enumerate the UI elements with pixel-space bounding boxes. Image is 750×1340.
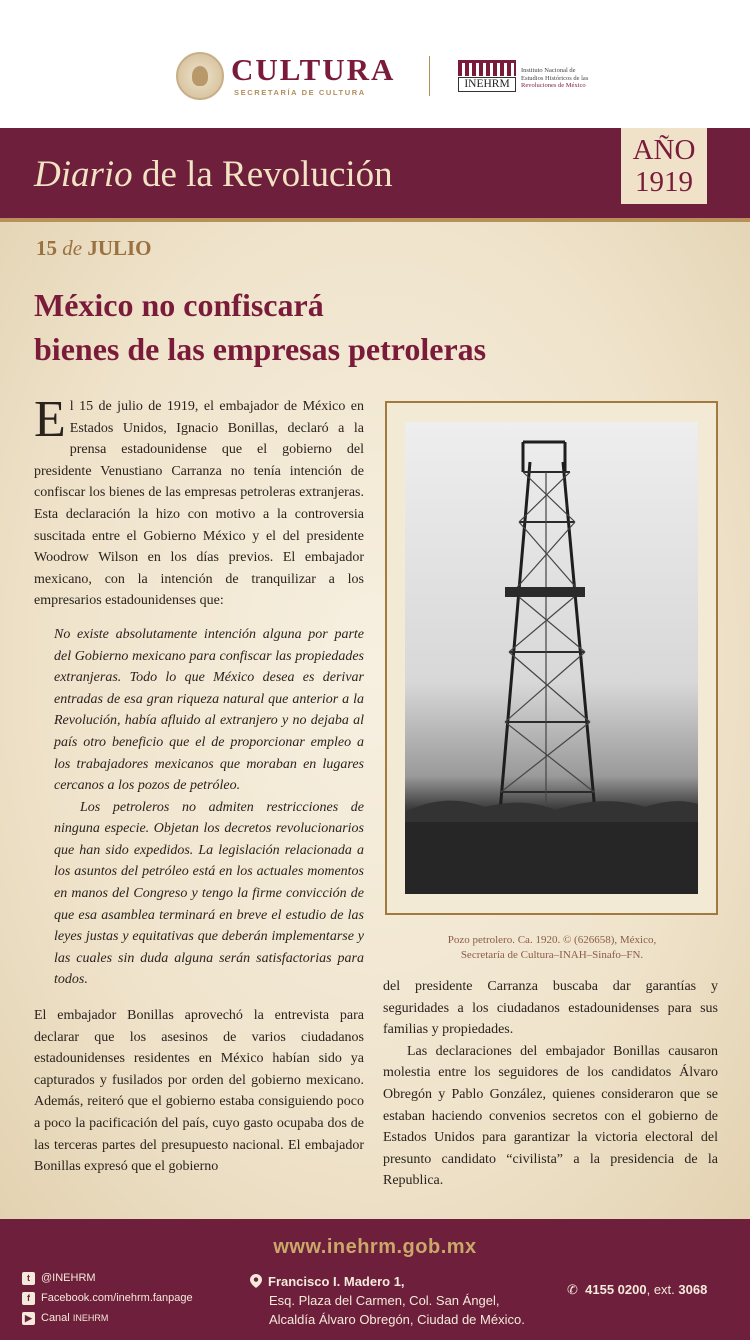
headline-line-1: México no confiscará — [34, 287, 324, 323]
youtube-channel: INEHRM — [72, 1313, 109, 1323]
cultura-logo-text: CULTURA — [231, 52, 396, 87]
drop-cap: E — [34, 391, 66, 448]
inehrm-full-name — [521, 67, 588, 90]
mexico-seal-icon — [176, 52, 224, 100]
phone-icon: ✆ — [567, 1282, 578, 1297]
phone-main: 4155 0200 — [585, 1282, 647, 1297]
twitter-icon: t — [22, 1272, 35, 1285]
address-line-3: Alcaldía Álvaro Obregón, Ciudad de México. — [269, 1312, 525, 1327]
oil-derrick-illustration — [405, 422, 698, 894]
date-month: JULIO — [87, 236, 152, 260]
caption-line-1: Pozo petrolero. Ca. 1920. © (626658), México, — [447, 934, 657, 946]
article-date — [36, 236, 152, 261]
year-label: AÑO — [632, 134, 696, 166]
twitter-handle: @INEHRM — [41, 1272, 96, 1284]
date-de: de — [62, 236, 83, 260]
address-line-2: Esq. Plaza del Carmen, Col. San Ángel, — [269, 1293, 500, 1308]
paragraph-2: El embajador Bonillas aprovechó la entrevista para declarar que los asesinos de varios ciudadanos estadounidenses residentes en México habían sido ya capturados y fusilados por orden del gobierno mexicano. Además, reiteró que el gobierno estaba consiguiendo poco a poco la pacificación del país, cuyo gasto ocupaba dos de las terceras partes del presupuesto nacional. El embajador Bonillas expresó que el gobierno — [34, 1008, 364, 1175]
paragraph-4: Las declaraciones del embajador Bonillas causaron molestia entre los seguidores de los candidatos Álvaro Obregón y Pablo González, quienes consideraron que se estaban haciendo convenios secretos con el gobierno de Estados Unidos para garantizar la victoria electoral del presunto candidato “civilista” a la presidencia de la Republica. — [383, 1043, 718, 1189]
social-links — [22, 1268, 193, 1328]
publication-title-italic: Diario — [34, 154, 133, 195]
headline-line-2: bienes de las empresas petroleras — [34, 331, 487, 367]
cultura-subtitle: SECRETARÍA DE CULTURA — [234, 88, 366, 97]
inehrm-logo — [458, 60, 516, 92]
phone-number[interactable] — [567, 1282, 707, 1298]
phone-ext-label: , ext. — [646, 1282, 675, 1297]
caption-line-2: Secretaría de Cultura–INAH–Sinafo–FN. — [460, 949, 644, 961]
date-day: 15 — [36, 236, 57, 260]
year-box — [621, 128, 707, 204]
paragraph-1-text: l 15 de julio de 1919, el embajador de México en Estados Unidos, Ignacio Bonillas, declaró a la prensa estadounidense que el gobierno del presidente Venustiano Carranza no tenía intención de confiscar los bienes de las empresas petroleras extranjeras. Esta declaración la hizo con motivo a la controversia suscitada entre el Gobierno México y el del presidente Woodrow Wilson en los días previos. El embajador mexicano, con la intención de tranquilizar a los empresarios estadounidenses que: — [34, 399, 364, 609]
inehrm-line-3: Revoluciones de México — [521, 82, 586, 89]
year-value: 1919 — [635, 166, 693, 198]
publication-title-rest: de la Revolución — [132, 154, 393, 195]
building-icon — [458, 60, 516, 76]
logo-divider — [429, 56, 430, 96]
youtube-icon: ▶ — [22, 1312, 35, 1325]
youtube-prefix: Canal — [41, 1312, 70, 1324]
paragraph-3: del presidente Carranza buscaba dar garantías y seguridades a los ciudadanos estadounidenses para sus familias y propiedades. — [383, 979, 718, 1038]
inehrm-line-2: Estudios Históricos de las — [521, 74, 589, 82]
inehrm-line-1: Instituto Nacional de — [521, 67, 576, 74]
article-left-column — [34, 391, 364, 1178]
article-right-column — [383, 976, 718, 1192]
facebook-link[interactable] — [22, 1288, 193, 1308]
inehrm-logo-text: INEHRM — [458, 77, 516, 92]
twitter-link[interactable] — [22, 1268, 193, 1288]
publication-title — [34, 153, 393, 196]
photo-caption — [386, 933, 718, 963]
website-link[interactable]: www.inehrm.gob.mx — [273, 1236, 477, 1258]
article-headline — [34, 283, 714, 371]
address-block — [252, 1272, 525, 1329]
quote-paragraph-1: No existe absolutamente intención alguna por parte del Gobierno mexicano para confiscar las propiedades extranjeras. Todo lo que México desea es derivar entradas de esa gran riqueza natural que anterior a la Revolución, había afluido al extranjero y no dejaba al país otro beneficio que el de proporcionar empleo a los trabajadores mexicanos que moraban en lugares cercanos a los pozos de petróleo. — [54, 626, 364, 794]
oil-derrick-photo — [405, 422, 698, 894]
youtube-link[interactable] — [22, 1308, 193, 1328]
address-line-1: Francisco I. Madero 1, — [268, 1274, 405, 1289]
facebook-icon: f — [22, 1292, 35, 1305]
paragraph-1 — [34, 391, 364, 612]
quote-paragraph-2: Los petroleros no admiten restricciones de ninguna especie. Objetan los decretos revolucionarios que han sido expedidos. La legislación relacionada a los asuntos del petróleo está en los actuales momentos en manos del Congreso y tengo la firme convicción de que esa asamblea terminará en breve el estudio de las leyes justas y equitativas que deberán implementarse y las cuales sin duda alguna serán satisfactorias para todos. — [54, 799, 364, 988]
facebook-url: Facebook.com/inehrm.fanpage — [41, 1292, 193, 1304]
quotation-block — [34, 624, 364, 991]
phone-ext: 3068 — [678, 1282, 708, 1297]
